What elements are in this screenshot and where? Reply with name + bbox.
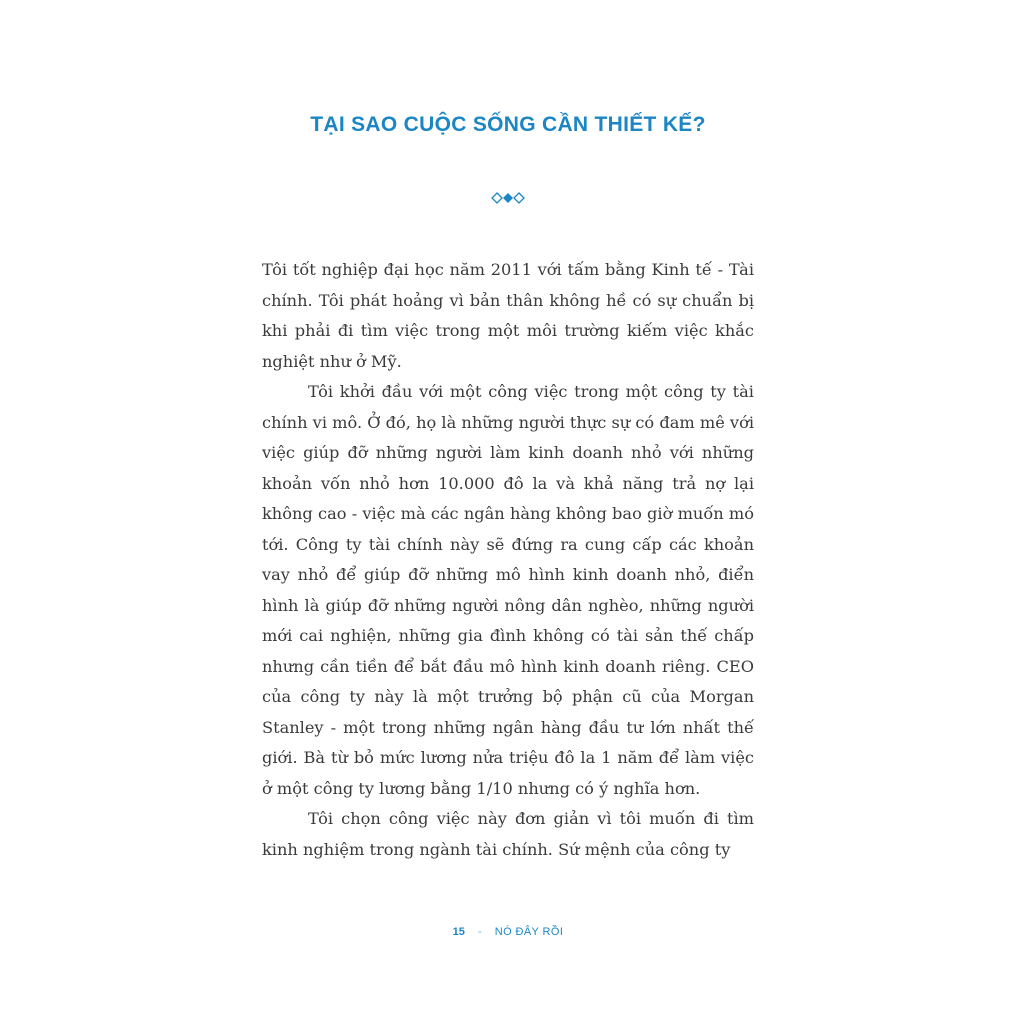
chapter-title: TẠI SAO CUỘC SỐNG CẦN THIẾT KẾ? [310,113,706,136]
diamond-divider-icon [491,191,525,205]
body-text [262,255,754,865]
paragraph-3: Tôi chọn công việc này đơn giản vì tôi muốn đi tìm kinh nghiệm trong ngành tài chính. Sứ mệnh của công ty [262,809,754,859]
paragraph-2: Tôi khởi đầu với một công việc trong một công ty tài chính vi mô. Ở đó, họ là những người thực sự có đam mê với việc giúp đỡ những người làm kinh doanh nhỏ với những khoản vốn nhỏ hơn 10.000 đô la và khả năng trả nợ lại không cao - việc mà các ngân hàng không bao giờ muốn mó tới. Công ty tài chính này sẽ đứng ra cung cấp các khoản vay nhỏ để giúp đỡ những mô hình kinh doanh nhỏ, điển hình là giúp đỡ những người nông dân nghèo, những người mới cai nghiện, những gia đình không có tài sản thế chấp nhưng cần tiền để bắt đầu mô hình kinh doanh riêng. CEO của công ty này là một trưởng bộ phận cũ của Morgan Stanley - một trong những ngân hàng đầu tư lớn nhất thế giới. Bà từ bỏ mức lương nửa triệu đô la 1 năm để làm việc ở một công ty lương bằng 1/10 nhưng có ý nghĩa hơn. [262,382,754,798]
footer-separator: - [477,926,482,938]
paragraph-1: Tôi tốt nghiệp đại học năm 2011 với tấm bằng Kinh tế - Tài chính. Tôi phát hoảng vì bản thân không hề có sự chuẩn bị khi phải đi tìm việc trong một môi trường kiếm việc khắc nghiệt như ở Mỹ. [262,260,754,371]
page-number: 15 [452,926,465,938]
page-footer [0,926,1016,938]
running-title: NÓ ĐÂY RỒI [494,926,564,938]
